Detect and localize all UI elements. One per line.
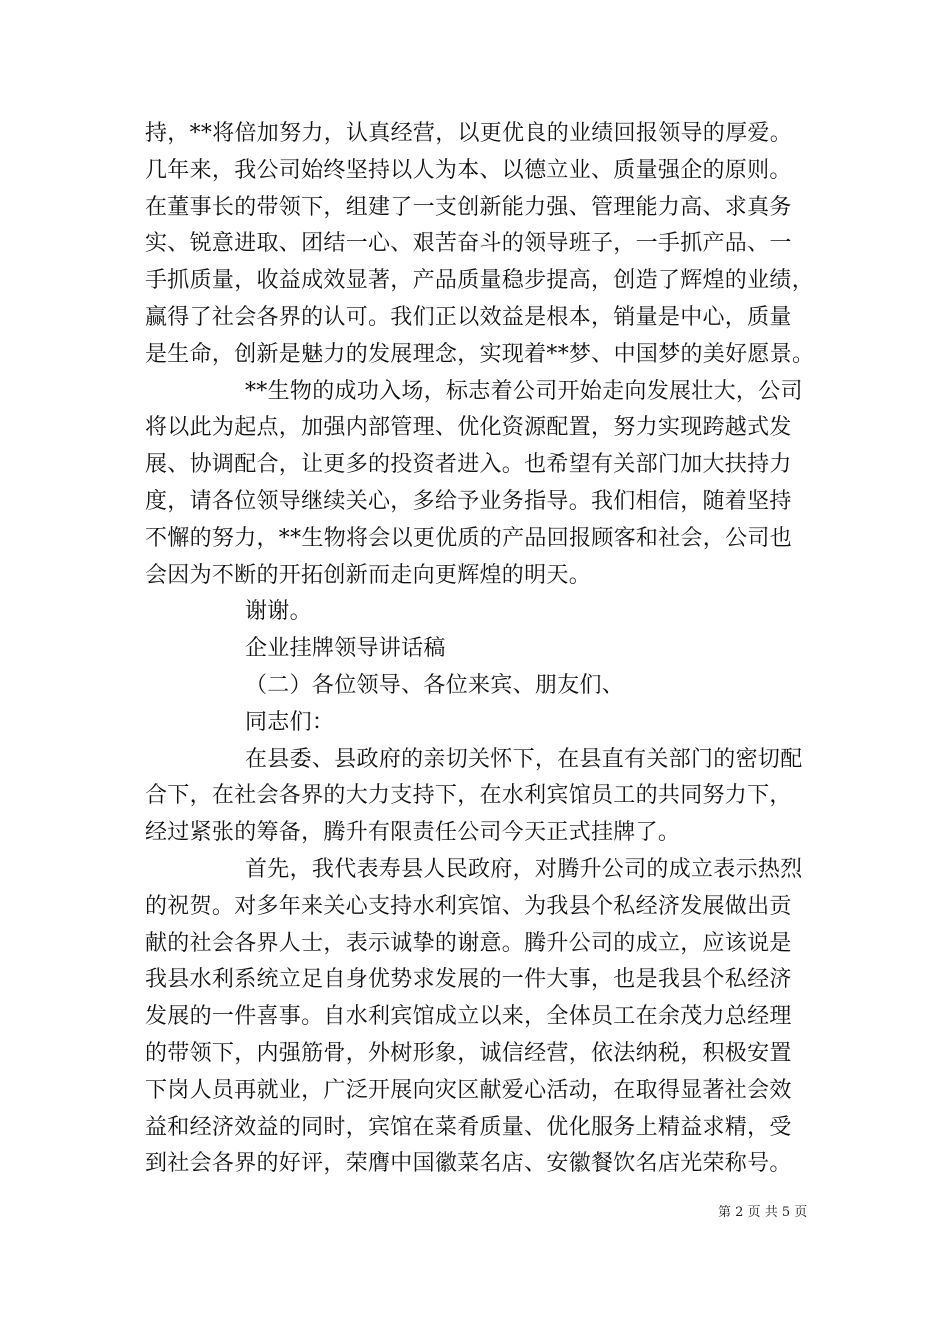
text-line: 经过紧张的筹备，腾升有限责任公司今天正式挂牌了。 <box>145 820 681 846</box>
text-line: 我县水利系统立足自身优势求发展的一件大事，也是我县个私经济 <box>145 967 792 993</box>
text-line: 在县委、县政府的亲切关怀下，在县直有关部门的密切配 <box>245 746 803 772</box>
text-line: 在董事长的带领下，组建了一支创新能力强、管理能力高、求真务 <box>145 194 792 220</box>
text-line: 度，请各位领导继续关心，多给予业务指导。我们相信，随着坚持 <box>145 488 792 514</box>
text-line: 不懈的努力，**生物将会以更优质的产品回报顾客和社会，公司也 <box>145 525 793 551</box>
salutation-line: 同志们： <box>245 709 335 735</box>
text-line: 到社会各界的好评，荣膺中国徽菜名店、安徽餐饮名店光荣称号。 <box>145 1151 792 1177</box>
total-pages: 5 <box>781 1205 791 1220</box>
page-label-suffix: 页 <box>794 1205 808 1220</box>
text-line: 实、锐意进取、团结一心、艰苦奋斗的领导班子，一手抓产品、一 <box>145 231 792 257</box>
body-text <box>145 116 825 1183</box>
text-line: **生物的成功入场，标志着公司开始走向发展壮大，公司 <box>245 378 803 404</box>
page-label-prefix: 第 <box>718 1205 732 1220</box>
text-line: 下岗人员再就业，广泛开展向灾区献爱心活动，在取得显著社会效 <box>145 1077 792 1103</box>
text-line: 展、协调配合，让更多的投资者进入。也希望有关部门加大扶持力 <box>145 452 792 478</box>
text-line: 首先，我代表寿县人民政府，对腾升公司的成立表示热烈 <box>245 856 803 882</box>
text-line: 的祝贺。对多年来关心支持水利宾馆、为我县个私经济发展做出贡 <box>145 893 792 919</box>
text-line: 会因为不断的开拓创新而走向更辉煌的明天。 <box>145 562 592 588</box>
page-number <box>718 1204 807 1222</box>
thanks-line: 谢谢。 <box>245 599 312 625</box>
current-page: 2 <box>735 1205 744 1220</box>
text-line: 发展的一件喜事。自水利宾馆成立以来，全体员工在余茂力总经理 <box>145 1004 792 1030</box>
text-line: 几年来，我公司始终坚持以人为本、以德立业、质量强企的原则。 <box>145 157 792 183</box>
text-line: 合下，在社会各界的大力支持下，在水利宾馆员工的共同努力下， <box>145 783 792 809</box>
text-line: 赢得了社会各界的认可。我们正以效益是根本，销量是中心，质量 <box>145 304 792 330</box>
text-line: 益和经济效益的同时，宾馆在菜肴质量、优化服务上精益求精，受 <box>145 1114 792 1140</box>
salutation-line: （二）各位领导、各位来宾、朋友们、 <box>245 672 625 698</box>
text-line: 是生命，创新是魅力的发展理念，实现着**梦、中国梦的美好愿景。 <box>145 341 815 367</box>
text-line: 持，**将倍加努力，认真经营，以更优良的业绩回报领导的厚爱。 <box>145 121 793 146</box>
text-line: 的带领下，内强筋骨，外树形象，诚信经营，依法纳税，积极安置 <box>145 1040 792 1066</box>
section-title: 企业挂牌领导讲话稿 <box>245 636 446 662</box>
page-label-middle: 页 共 <box>747 1205 778 1220</box>
text-line: 将以此为起点，加强内部管理、优化资源配置，努力实现跨越式发 <box>145 415 792 441</box>
text-line: 献的社会各界人士，表示诚挚的谢意。腾升公司的成立，应该说是 <box>145 930 792 956</box>
text-line: 手抓质量，收益成效显著，产品质量稳步提高，创造了辉煌的业绩， <box>145 268 815 294</box>
